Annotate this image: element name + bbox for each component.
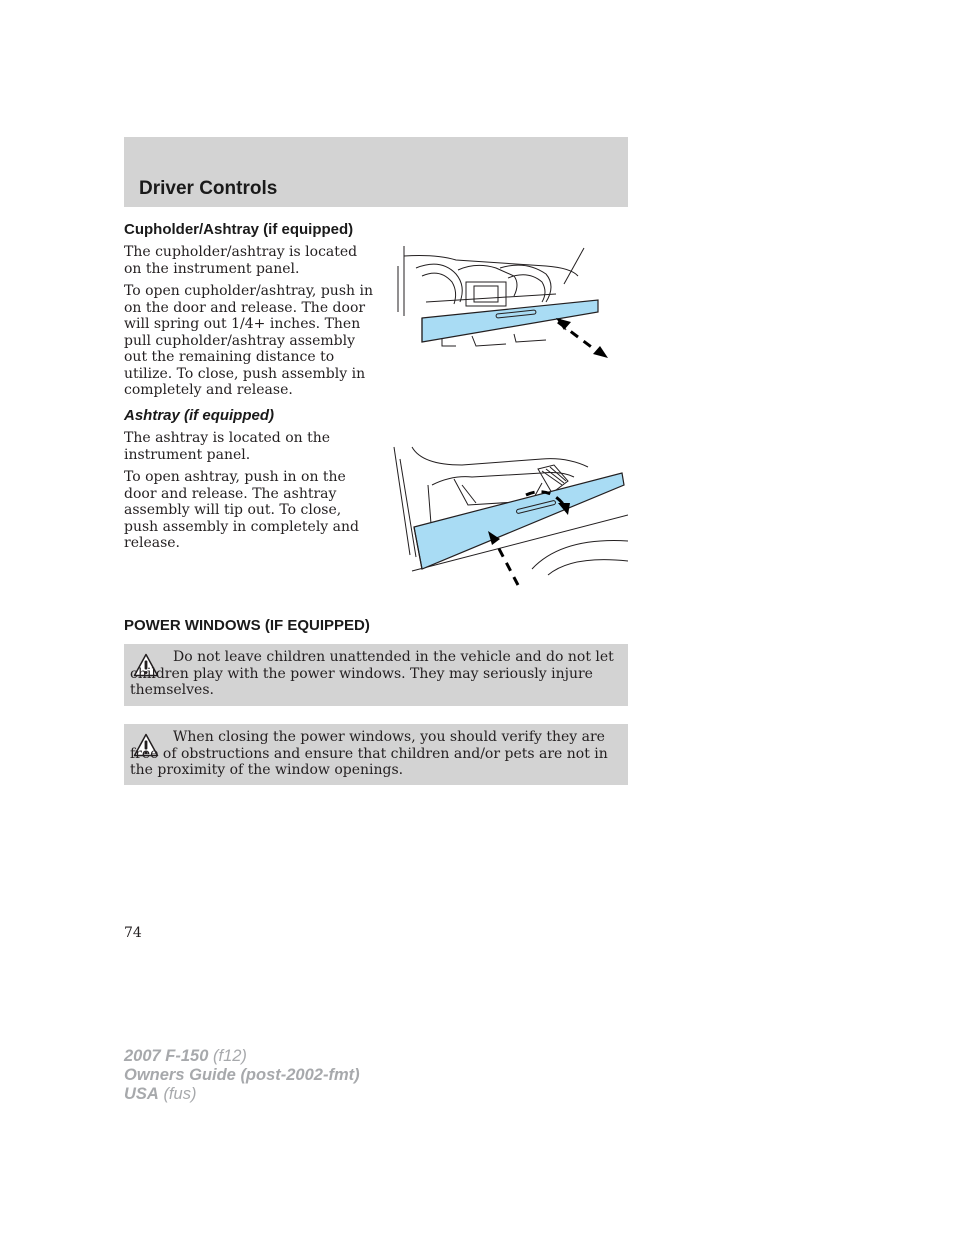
footer-model: 2007 F-150 <box>124 1047 209 1065</box>
footer-guide: Owners Guide (post-2002-fmt) <box>124 1066 360 1084</box>
section-title: Driver Controls <box>139 178 278 199</box>
cupholder-paragraph-instructions: To open cupholder/ashtray, push in on the door and release. The door will spring out 1/4+ inches. Then pull cupholder/ashtray assembly out the remaining distance to utilize. To close, push assembly in completely and release. <box>124 283 373 398</box>
cupholder-paragraph-location: The cupholder/ashtray is located on the instrument panel. <box>124 244 358 277</box>
footer-line-model <box>124 1047 360 1066</box>
warning-text-children: Do not leave children unattended in the vehicle and do not let children play with the power windows. They may seriously injure themselves. <box>130 649 614 698</box>
warning-box-children <box>124 644 628 706</box>
footer-market-code: (fus) <box>163 1085 197 1103</box>
footer-market: USA <box>124 1085 159 1103</box>
footer-edition-info <box>124 1047 360 1104</box>
ashtray-heading: Ashtray (if equipped) <box>124 407 275 424</box>
cupholder-illustration <box>396 246 612 362</box>
footer-line-market <box>124 1085 360 1104</box>
footer-model-code: (f12) <box>213 1047 247 1065</box>
warning-text-obstructions: When closing the power windows, you should verify they are free of obstructions and ensure that children and/or pets are not in the proximity of the window openings. <box>130 729 608 778</box>
footer-line-guide <box>124 1066 360 1085</box>
power-windows-heading: POWER WINDOWS (IF EQUIPPED) <box>124 617 370 634</box>
page-number: 74 <box>124 925 142 941</box>
ashtray-paragraph-location: The ashtray is located on the instrument panel. <box>124 430 331 463</box>
warning-box-obstructions <box>124 724 628 785</box>
ashtray-illustration <box>392 445 628 590</box>
cupholder-heading: Cupholder/Ashtray (if equipped) <box>124 221 354 238</box>
ashtray-paragraph-instructions: To open ashtray, push in on the door and release. The ashtray assembly will tip out. To close, push assembly in completely and release. <box>124 469 359 551</box>
